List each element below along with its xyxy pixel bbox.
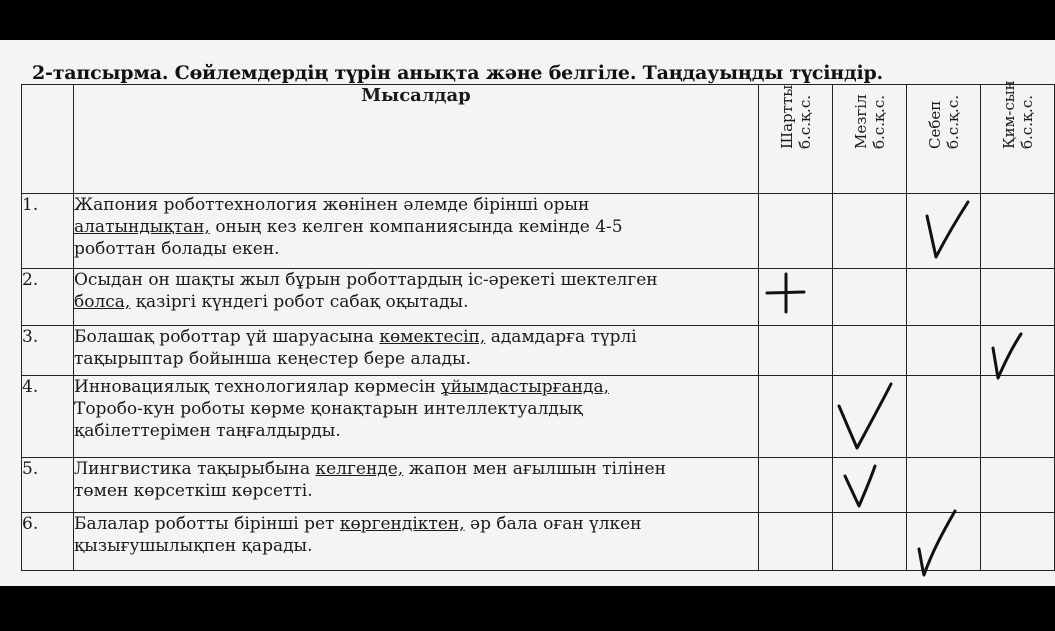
table-header-row: [22, 85, 1055, 194]
mark-cell[interactable]: [981, 194, 1055, 269]
mark-cell[interactable]: [759, 194, 833, 269]
mark-cell[interactable]: [759, 458, 833, 513]
sentence-text: Лингвистика тақырыбына: [74, 459, 316, 479]
sentence-text: әр бала оған үлкен: [464, 514, 642, 534]
column-header-line: Себеп: [925, 100, 944, 149]
row-number: 5.: [22, 458, 74, 513]
column-header-line: б.с.қ.с.: [1017, 95, 1036, 149]
underlined-clause: көргендіктен,: [339, 514, 465, 534]
sentence-text: қызығушылықпен қарады.: [74, 536, 313, 556]
worksheet-page: [0, 40, 1055, 586]
table-row: [22, 458, 1055, 513]
mark-cell[interactable]: [981, 513, 1055, 571]
sentence-text: Балалар роботты бірінші рет: [74, 514, 340, 534]
mark-cell[interactable]: [981, 269, 1055, 326]
mark-cell[interactable]: [907, 269, 981, 326]
column-header-temporal: [833, 85, 907, 194]
mark-cell[interactable]: [907, 376, 981, 458]
column-header-causal: [907, 85, 981, 194]
mark-cell[interactable]: [759, 376, 833, 458]
table-row: [22, 194, 1055, 269]
underlined-clause: ұйымдастырғанда,: [441, 377, 610, 397]
mark-cell[interactable]: [981, 376, 1055, 458]
sentence-text: адамдарға түрлі: [485, 327, 637, 347]
checkmark-icon: [833, 376, 907, 458]
sentence-text: төмен көрсеткіш көрсетті.: [74, 481, 313, 501]
table-row: [22, 513, 1055, 571]
underlined-clause: келгенде,: [315, 459, 404, 479]
row-number: 3.: [22, 326, 74, 376]
underlined-clause: көмектесіп,: [379, 327, 486, 347]
checkmark-icon: [907, 513, 981, 583]
mark-cell[interactable]: [833, 376, 907, 458]
mark-cell[interactable]: [907, 194, 981, 269]
number-header-cell: [22, 85, 74, 194]
sentence-text: Болашақ роботтар үй шаруасына: [74, 327, 380, 347]
sentence-text: қабілеттерімен таңғалдырды.: [74, 421, 341, 441]
sentence-cell: [74, 269, 759, 326]
column-header-line: Шартты: [777, 84, 796, 149]
mark-cell[interactable]: [981, 458, 1055, 513]
examples-table: [21, 80, 1055, 571]
column-header-line: б.с.қ.с.: [943, 95, 962, 149]
sentence-text: роботтан болады екен.: [74, 239, 280, 259]
table-row: [22, 269, 1055, 326]
sentence-text: Осыдан он шақты жыл бұрын роботтардың іс-әрекеті шектелген: [74, 270, 658, 290]
mark-cell[interactable]: [833, 458, 907, 513]
underlined-clause: алатындықтан,: [74, 217, 210, 237]
checkmark-icon: [833, 458, 907, 518]
sentence-cell: [74, 376, 759, 458]
mark-cell[interactable]: [759, 269, 833, 326]
sentence-text: қазіргі күндегі робот сабақ оқытады.: [130, 292, 469, 312]
mark-cell[interactable]: [907, 326, 981, 376]
sentence-text: оның кез келген компаниясында кемінде 4-5: [209, 217, 623, 237]
sentence-cell: [74, 458, 759, 513]
mark-cell[interactable]: [833, 326, 907, 376]
row-number: 4.: [22, 376, 74, 458]
sentence-cell: [74, 194, 759, 269]
mark-cell[interactable]: [907, 458, 981, 513]
mark-cell[interactable]: [907, 513, 981, 571]
row-number: 6.: [22, 513, 74, 571]
sentence-text: Жапония роботтехнология жөнінен әлемде бірінші орын: [74, 195, 590, 215]
column-header-conditional: [759, 85, 833, 194]
underlined-clause: болса,: [74, 292, 131, 312]
column-header-line: б.с.қ.с.: [869, 95, 888, 149]
mark-cell[interactable]: [981, 326, 1055, 376]
plus-mark-icon: [759, 269, 833, 326]
sentence-text: Инновациялық технологиялар көрмесін: [74, 377, 442, 397]
sentence-text: Торобо-кун роботы көрме қонақтарын интеллектуалдық: [74, 399, 583, 419]
sentence-cell: [74, 513, 759, 571]
sentence-cell: [74, 326, 759, 376]
column-header-line: б.с.қ.с.: [795, 95, 814, 149]
mark-cell[interactable]: [833, 194, 907, 269]
mark-cell[interactable]: [759, 513, 833, 571]
table-row: [22, 326, 1055, 376]
checkmark-icon: [907, 194, 981, 274]
task-heading: 2-тапсырма. Сөйлемдердің түрін анықта және белгіле. Таңдауыңды түсіндір.: [32, 62, 883, 84]
examples-header: Мысалдар: [74, 85, 759, 194]
column-header-line: Қим-сын: [999, 80, 1018, 149]
mark-cell[interactable]: [759, 326, 833, 376]
column-header-line: Мезгіл: [851, 94, 870, 149]
sentence-text: тақырыптар бойынша кеңестер бере алады.: [74, 349, 471, 369]
mark-cell[interactable]: [833, 269, 907, 326]
column-header-manner: [981, 80, 1055, 194]
row-number: 1.: [22, 194, 74, 269]
row-number: 2.: [22, 269, 74, 326]
table-row: [22, 376, 1055, 458]
sentence-text: жапон мен ағылшын тілінен: [403, 459, 666, 479]
mark-cell[interactable]: [833, 513, 907, 571]
